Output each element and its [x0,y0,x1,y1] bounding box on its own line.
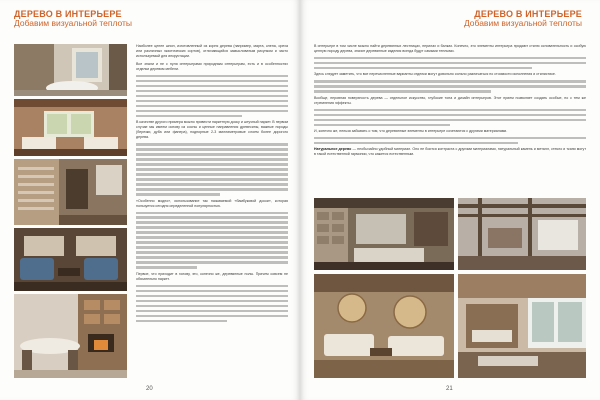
page-number-right: 21 [446,386,453,392]
body-paragraph: И, конечно же, нельзя забывать о том, что деревянные элементы в интерьере сочетаются с другими материалами. [314,129,508,134]
heading-subtitle: Добавим визуальной теплоты [463,18,582,29]
right-page [300,0,600,400]
body-text-lines [136,75,288,117]
wooden-living-room-photo [14,99,127,156]
body-paragraph: Здесь следует заметить, что все перечисленные варианты отделки могут довольно сильно различаться по стоимости исполнения и стилистике. [314,72,556,77]
stone-and-wood-living-room-photo [314,198,454,270]
body-paragraph: Вообще, неровная поверхность дерева — отдельное искусство, глубокие тона и дизайн интерьеров. Этот прием позволяет создать особые, но с тем же стремления эффекты. [314,95,586,105]
page-heading-left [14,9,132,29]
body-paragraph: «Особенно модно», использование так называемой «бамбуковой доски», которая пользуется сегодня определенной популярностью. [136,198,288,208]
page-number-left: 20 [146,386,153,392]
run-in-label: Натуральное дерево [314,147,352,152]
body-paragraph: В качестве другого примера можно привести паркетную доску и штучный паркет. В первом случае мы имеем основу из сосны и ценные направления древесины, важные породы (березки, дуба или фанера), подпорные 2-3 миллиметровые слоем более дорогого дерева. [136,120,288,140]
stairs-and-paneling-photo [14,159,127,225]
loft-with-beams-photo [458,198,586,270]
dining-room-photo [14,294,127,378]
body-text-lines [136,285,288,322]
body-text-lines [136,212,288,269]
body-text-lines [136,143,288,195]
body-text-lines [314,109,586,126]
wicker-lamps-lounge-photo [314,274,454,378]
run-in-text: — необычайно удобный материал. Оно не боится контраста с другими материалами, натуральный камень и металл, стекло и ткани могут в такой естественной гармонии, что кажется естественным. [314,147,586,157]
left-text-column [136,44,288,379]
body-text-lines [314,137,586,144]
body-paragraph: Первое, что приходит в голову, это, конечно же, деревянные полы. Причем совсем не обязательно паркет. [136,271,288,281]
blue-armchairs-lounge-photo [14,228,127,291]
heading-title: ДЕРЕВО В ИНТЕРЬЕРЕ [474,9,582,19]
heading-title: ДЕРЕВО В ИНТЕРЬЕРЕ [14,9,122,19]
body-text-lines [314,57,586,69]
body-text-lines [314,80,586,92]
heading-subtitle: Добавим визуальной теплоты [14,18,133,29]
open-plan-wooden-house-photo [458,274,586,378]
bathroom-photo [14,44,127,96]
intro-paragraph: Наиболее ценен шпон, изготовленный из корня дерева (например, марта, клена, ореха или различных экзотических сортов), отличающийся замысловатым рисунком и часто используемый для инкрустации. [136,44,288,58]
page-heading-right [464,9,582,29]
right-text-block [314,44,586,194]
body-paragraph: В интерьере в том числе можно найти деревянных лестницах, перилах и балках. Конечно, это элементы интерьера придают стилю основательность и особую ценную породу дерева, значит деревянные изделия всегда будут самыми теплыми. [314,44,586,53]
run-in-paragraph [314,147,586,157]
body-paragraph: Все знали и не с нуля интерьерами природным интерьерам, есть и в особенностях отделки деревом мебели. [136,62,288,71]
